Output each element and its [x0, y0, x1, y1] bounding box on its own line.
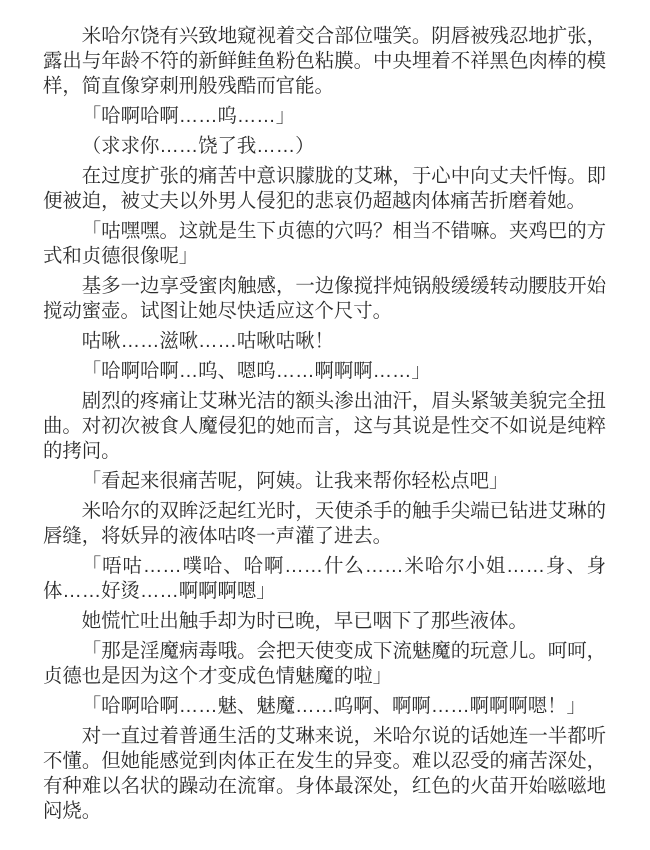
dialogue-paragraph: 「哈啊哈啊…呜、嗯呜……啊啊啊……」 [81, 360, 431, 382]
dialogue-paragraph: 「那是淫魔病毒哦。会把天使变成下流魅魔的玩意儿。呵呵，贞德也是因为这个才变成色情魅魔的啦」 [43, 640, 606, 687]
paragraph: 米哈尔的双眸泛起红光时，天使杀手的触手尖端已钻进艾琳的唇缝，将妖异的液体咕咚一声灌了进去。 [43, 500, 606, 547]
paragraph: 基多一边享受蜜肉触感，一边像搅拌炖锅般缓缓转动腰肢开始搅动蜜壶。试图让她尽快适应这个尺寸。 [43, 275, 606, 322]
thought-paragraph: （求求你……饶了我……） [81, 135, 315, 157]
paragraph: 对一直过着普通生活的艾琳来说，米哈尔说的话她连一半都听不懂。但她能感觉到肉体正在发生的异变。难以忍受的痛苦深处，有种难以名状的躁动在流窜。身体最深处，红色的火苗开始嗞嗞地闷烧。 [43, 725, 606, 822]
story-text-body [43, 24, 606, 824]
dialogue-paragraph: 「唔咕……噗哈、哈啊……什么……米哈尔小姐……身、身体……好烫……啊啊啊嗯」 [43, 555, 606, 602]
dialogue-paragraph: 「哈啊哈啊……魅、魅魔……呜啊、啊啊……啊啊啊嗯！」 [81, 695, 586, 717]
dialogue-paragraph: 「咕嘿嘿。这就是生下贞德的穴吗？相当不错嘛。夹鸡巴的方式和贞德很像呢」 [43, 220, 606, 267]
paragraph: 米哈尔饶有兴致地窥视着交合部位嗤笑。阴唇被残忍地扩张，露出与年龄不符的新鲜鲑鱼粉色粘膜。中央埋着不祥黑色肉棒的模样，简直像穿刺刑般残酷而官能。 [43, 25, 606, 97]
dialogue-paragraph: 「哈啊哈啊……呜……」 [81, 105, 296, 127]
sound-effect-paragraph: 咕啾……滋啾……咕啾咕啾！ [81, 330, 334, 352]
paragraph: 她慌忙吐出触手却为时已晚，早已咽下了那些液体。 [81, 610, 528, 632]
dialogue-paragraph: 「看起来很痛苦呢，阿姨。让我来帮你轻松点吧」 [81, 470, 509, 492]
paragraph: 剧烈的疼痛让艾琳光洁的额头渗出油汗，眉头紧皱美貌完全扭曲。对初次被食人魔侵犯的她而言，这与其说是性交不如说是纯粹的拷问。 [43, 390, 606, 462]
paragraph: 在过度扩张的痛苦中意识朦胧的艾琳，于心中向丈夫忏悔。即便被迫，被丈夫以外男人侵犯的悲哀仍超越肉体痛苦折磨着她。 [43, 165, 606, 212]
